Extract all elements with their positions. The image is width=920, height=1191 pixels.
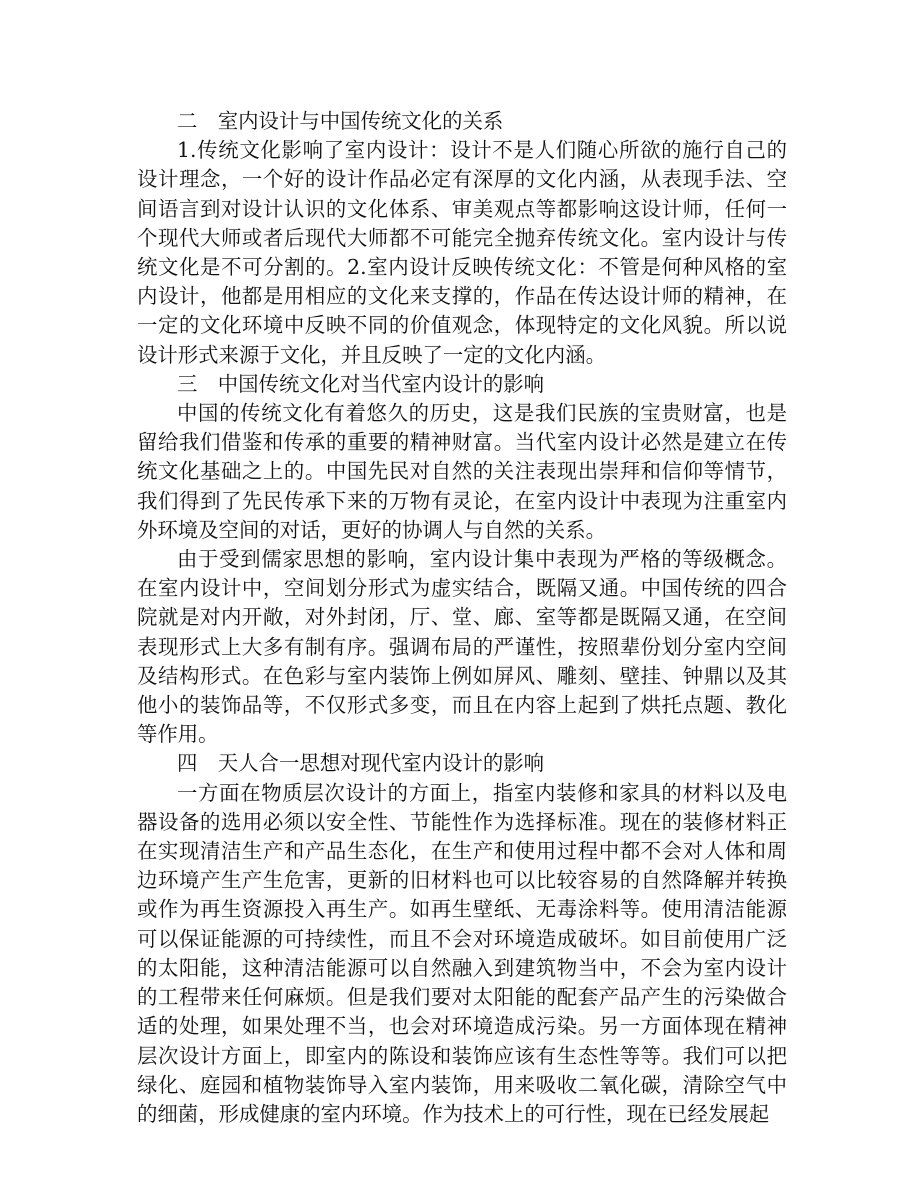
paragraph: 一方面在物质层次设计的方面上，指室内装修和家具的材料以及电器设备的选用必须以安全性、节能性作为选择标准。现在的装修材料正在实现清洁生产和产品生态化，在生产和使用过程中都不会对人体和周边环境产生产生危害，更新的旧材料也可以比较容易的自然降解并转换或作为再生资源投入再生产。如再生壁纸、无毒涂料等。使用清洁能源可以保证能源的可持续性，而且不会对环境造成破坏。如目前使用广泛的太阳能，这种清洁能源可以自然融入到建筑物当中，不会为室内设计的工程带来任何麻烦。但是我们要对太阳能的配套产品产生的污染做合适的处理，如果处理不当，也会对环境造成污染。另一方面体现在精神层次设计方面上，即室内的陈设和装饰应该有生态性等等。我们可以把绿化、庭园和植物装饰导入室内装饰，用来吸收二氧化碳，清除空气中的细菌，形成健康的室内环境。作为技术上的可行性，现在已经发展起	[137, 780, 787, 1126]
section-heading: 二 室内设计与中国传统文化的关系	[177, 109, 504, 133]
paragraph: 中国的传统文化有着悠久的历史，这是我们民族的宝贵财富，也是留给我们借鉴和传承的重要的精神财富。当代室内设计必然是建立在传统文化基础之上的。中国先民对自然的关注表现出崇拜和信仰等情节，我们得到了先民传承下来的万物有灵论，在室内设计中表现为注重室内外环境及空间的对话，更好的协调人与自然的关系。	[137, 401, 787, 542]
section-heading: 三 中国传统文化对当代室内设计的影响	[177, 371, 545, 396]
section-heading: 四 天人合一思想对现代室内设计的影响	[177, 751, 545, 776]
paragraph: 由于受到儒家思想的影响，室内设计集中表现为严格的等级概念。在室内设计中，空间划分形式为虚实结合，既隔又通。中国传统的四合院就是对内开敞，对外封闭，厅、堂、廊、室等都是既隔又通，在空间表现形式上大多有制有序。强调布局的严谨性，按照辈份划分室内空间及结构形式。在色彩与室内装饰上例如屏风、雕刻、壁挂、钟鼎以及其他小的装饰品等，不仅形式多变，而且在内容上起到了烘托点题、教化等作用。	[137, 547, 787, 747]
document-body	[137, 107, 787, 1129]
paragraph: 1.传统文化影响了室内设计：设计不是人们随心所欲的施行自己的设计理念，一个好的设计作品必定有深厚的文化内涵，从表现手法、空间语言到对设计认识的文化体系、审美观点等都影响这设计师，任何一个现代大师或者后现代大师都不可能完全抛弃传统文化。室内设计与传统文化是不可分割的。2.室内设计反映传统文化：不管是何种风格的室内设计，他都是用相应的文化来支撑的，作品在传达设计师的精神，在一定的文化环境中反映不同的价值观念，体现特定的文化风貌。所以说设计形式来源于文化，并且反映了一定的文化内涵。	[137, 138, 787, 367]
